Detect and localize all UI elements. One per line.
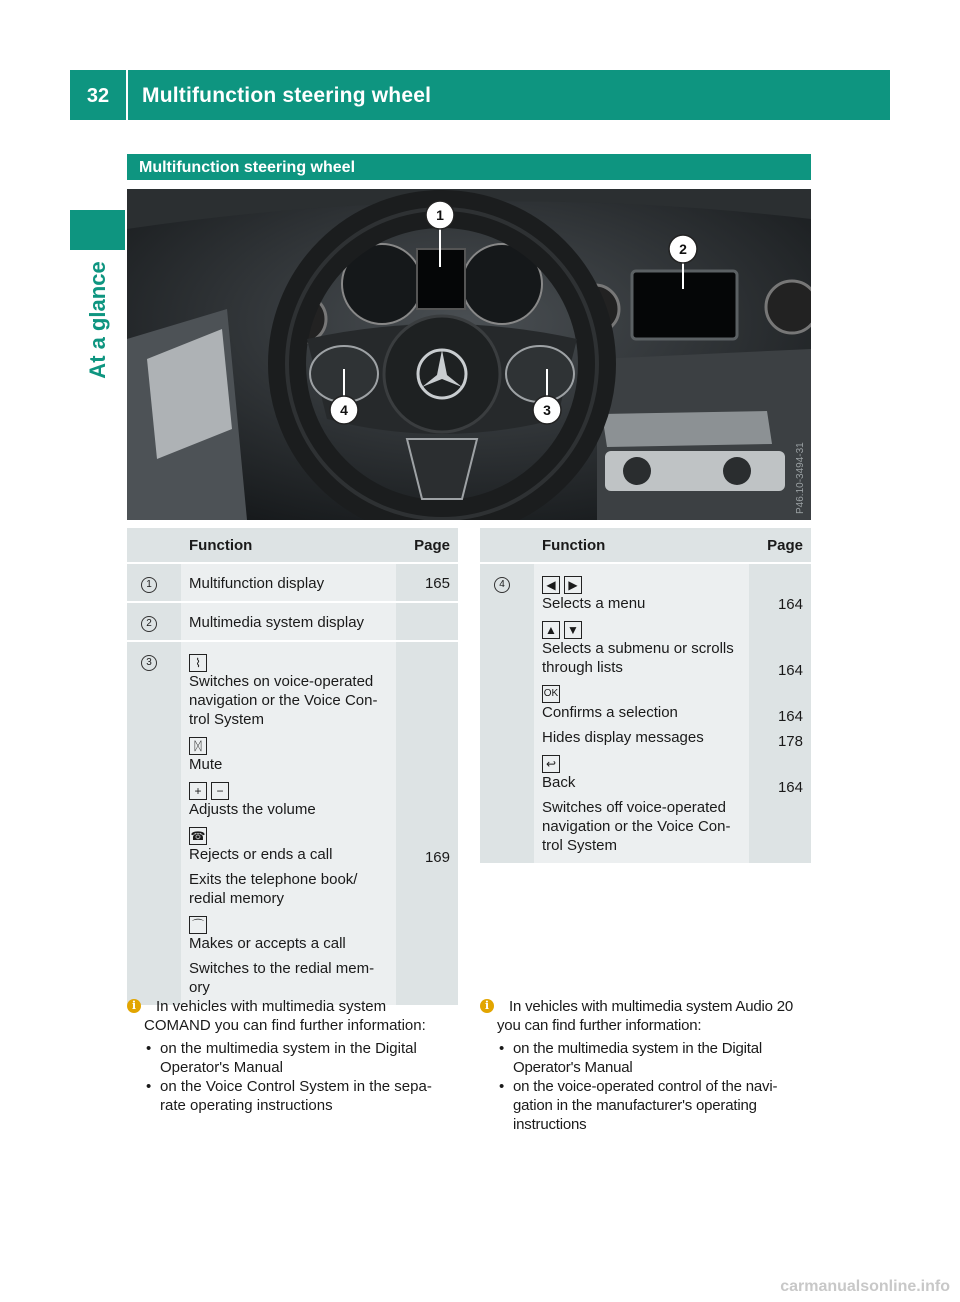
page-number: 32 <box>86 85 110 107</box>
column-header-function: Function <box>534 528 749 563</box>
page-header <box>70 70 890 120</box>
accept-call-icon: ⌒ <box>189 916 207 934</box>
photo-code: P46.10-3494-31 <box>795 442 806 514</box>
section-heading <box>127 154 811 180</box>
side-tab-label: At a glance <box>85 261 110 379</box>
svg-text:4: 4 <box>340 402 348 418</box>
right-arrow-icon: ▶ <box>564 576 582 594</box>
end-call-icon: ☎ <box>190 829 206 843</box>
volume-up-icon: + <box>189 782 207 800</box>
page-ref: 164 <box>777 662 803 679</box>
column-header-function: Function <box>181 528 396 563</box>
side-tab <box>72 255 124 385</box>
function-table-left <box>127 528 458 1005</box>
list-item: • on the Voice Control System in the sepa- rate operating instructions <box>146 1078 432 1114</box>
list-item: • on the multimedia system in the Digital Operator's Manual <box>146 1040 417 1076</box>
item-number: 4 <box>494 577 510 593</box>
header-divider <box>126 70 128 120</box>
section-title: Multifunction steering wheel <box>139 159 356 176</box>
callout-3 <box>533 396 561 424</box>
table-row: 3 ⌇ Switches on voice-operated navigation or the Voice Con- trol System ᛞ Mute + − Adjusts the volume ☎ Rejects or ends a call Exits the telephone book/ redial memory ⌒ Makes or accepts a call Switches to the redial mem- ory 169 <box>127 641 458 1005</box>
column-header-page: Page <box>396 528 458 563</box>
page-ref: 165 <box>424 575 450 592</box>
page-ref: 164 <box>777 708 803 725</box>
back-icon: ↩ <box>542 755 560 773</box>
column-header-page: Page <box>749 528 811 563</box>
up-arrow-icon: ▲ <box>542 621 560 639</box>
item-number: 1 <box>141 577 157 593</box>
info-icon: i <box>480 999 494 1013</box>
svg-text:1: 1 <box>436 207 444 223</box>
table-row: 4 ◀ ▶ Selects a menu ▲ ▼ Selects a submenu or scrolls through lists OK Confirms a selection Hides display messages ↩ Back Switches off voice-operated navigation or the Voice Con- trol System 164 164 164 178 164 <box>480 563 811 863</box>
callout-4 <box>330 396 358 424</box>
table-row: 2 Multimedia system display <box>127 602 458 641</box>
svg-text:3: 3 <box>543 402 551 418</box>
table-row: 1 Multifunction display 165 <box>127 563 458 602</box>
page-ref: 169 <box>424 849 450 866</box>
page-ref: 178 <box>777 733 803 750</box>
list-item: • on the voice-operated control of the navi- gation in the manufacturer's operating instructions <box>499 1078 778 1133</box>
function-table-right <box>480 528 811 863</box>
info-icon: i <box>127 999 141 1013</box>
page-title: Multifunction steering wheel <box>142 84 432 107</box>
ok-key-icon: OK <box>542 685 560 703</box>
page-ref: 164 <box>777 779 803 796</box>
volume-down-icon: − <box>211 782 229 800</box>
voice-control-icon: ⌇ <box>189 654 207 672</box>
callout-2 <box>669 235 697 263</box>
steering-wheel-photo <box>127 189 811 520</box>
mute-icon: ᛞ <box>189 737 207 755</box>
item-number: 3 <box>141 655 157 671</box>
watermark: carmanualsonline.info <box>780 1278 950 1295</box>
side-tab-marker <box>70 210 125 250</box>
left-arrow-icon: ◀ <box>542 576 560 594</box>
list-item: • on the multimedia system in the Digital Operator's Manual <box>499 1040 762 1076</box>
info-note-right: In vehicles with multimedia system Audio 20 you can find further information: • on the multimedia system in the Digital Operator's Manual • on the voice-operated control of the navi- gation in the manufacturer's operating instructions <box>497 997 817 1134</box>
svg-text:2: 2 <box>679 241 687 257</box>
info-note-left: In vehicles with multimedia system COMAND you can find further information: • on the multimedia system in the Digital Operator's Manual • on the Voice Control System in the sepa- rate operating instructions <box>144 997 456 1115</box>
callout-1 <box>426 201 454 229</box>
down-arrow-icon: ▼ <box>564 621 582 639</box>
item-number: 2 <box>141 616 157 632</box>
page-ref: 164 <box>777 596 803 613</box>
